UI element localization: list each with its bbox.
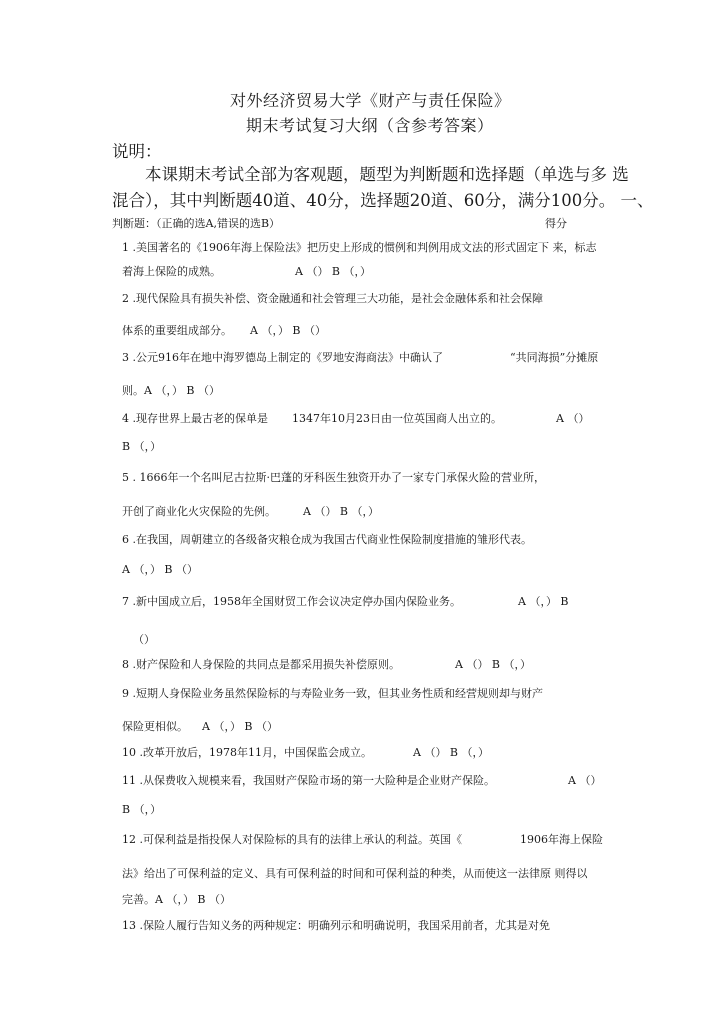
question-12-line-1: 12 .可保利益是指投保人对保险标的具有的法律上承认的利益。英国《 (122, 833, 462, 846)
intro-line-2: 混合），其中判断题40道、40分，选择题20道、60分，满分100分。 一、 (112, 191, 654, 210)
question-6-line-1: 6 .在我国，周朝建立的各级备灾粮仓成为我国古代商业性保险制度措施的雏形代表。 (122, 533, 532, 546)
question-13-line-1: 13 .保险人履行告知义务的两种规定：明确列示和明确说明，我国采用前者，尤其是对免 (122, 919, 550, 932)
question-10-answer: A （） B （，） (413, 746, 490, 759)
question-5-line-2: 开创了商业化火灾保险的先例。 (122, 505, 276, 518)
question-2-line-2: 体系的重要组成部分。 (122, 324, 232, 337)
question-9-line-2: 保险更相似。 (122, 720, 188, 733)
question-8-line-1: 8 .财产保险和人身保险的共同点是都采用损失补偿原则。 (122, 658, 400, 671)
question-11-answer-b: B （，） (122, 803, 162, 816)
question-6-answer: A （，） B （） (122, 563, 199, 576)
question-3-quote: “共同海损”分摊原 (510, 351, 599, 364)
score-label: 得分 (545, 217, 567, 230)
notes-heading: 说明： (112, 142, 162, 161)
question-4-date: 1347年10月23日由一位英国商人出立的。 (292, 412, 502, 425)
question-7-answer: A （，） B (518, 595, 569, 608)
question-8-answer: A （） B （，） (455, 658, 532, 671)
question-12-line-3: 完善。A （，） B （） (122, 893, 232, 906)
section-heading: 判断题：（正确的选A,错误的选B） (112, 217, 281, 230)
question-5-line-1: 5 . 1666年一个名叫尼古拉斯·巴蓬的牙科医生独资开办了一家专门承保火险的营业所， (122, 471, 545, 484)
question-1-answer: A （） B （，） (295, 265, 372, 278)
question-11-line-1: 11 .从保费收入规模来看，我国财产保险市场的第一大险种是企业财产保险。 (122, 774, 495, 787)
document-title: 对外经济贸易大学《财产与责任保险》 (230, 91, 511, 110)
question-2-answer: A （，） B （） (250, 324, 327, 337)
question-1-line-2: 着海上保险的成熟。 (122, 265, 221, 278)
question-5-answer: A （） B （，） (303, 505, 380, 518)
question-7-line-1: 7 .新中国成立后，1958年全国财贸工作会议决定停办国内保险业务。 (122, 595, 461, 608)
question-2-line-1: 2 .现代保险具有损失补偿、资金融通和社会管理三大功能，是社会金融体系和社会保障 (122, 292, 543, 305)
question-1-line-1: 1 .美国著名的《1906年海上保险法》把历史上形成的惯例和判例用成文法的形式固定下 来，标志 (122, 241, 597, 254)
question-3-line-2: 则。A （，） B （） (122, 384, 221, 397)
question-4-line-1: 4 .现存世界上最古老的保单是 (122, 412, 268, 425)
question-12-line-2: 法》给出了可保利益的定义、具有可保利益的时间和可保利益的种类，从而使这一法律原 则得以 (122, 867, 588, 880)
question-9-line-1: 9 .短期人身保险业务虽然保险标的与寿险业务一致，但其业务性质和经营规则却与财产 (122, 687, 543, 700)
document-subtitle: 期末考试复习大纲（含参考答案） (246, 116, 494, 135)
question-9-answer: A （，） B （） (202, 720, 279, 733)
question-10-line-1: 10 .改革开放后，1978年11月，中国保监会成立。 (122, 746, 372, 759)
question-4-answer-b: B （，） (122, 440, 162, 453)
question-4-answer-a: A （） (556, 412, 590, 425)
intro-line-1: 本课期末考试全部为客观题，题型为判断题和选择题（单选与多 选 (145, 165, 629, 184)
question-7-answer-b: （） (133, 633, 155, 646)
question-12-act: 1906年海上保险 (520, 833, 603, 846)
question-3-line-1: 3 .公元916年在地中海罗德岛上制定的《罗地安海商法》中确认了 (122, 351, 443, 364)
question-11-answer-a: A （） (568, 774, 602, 787)
